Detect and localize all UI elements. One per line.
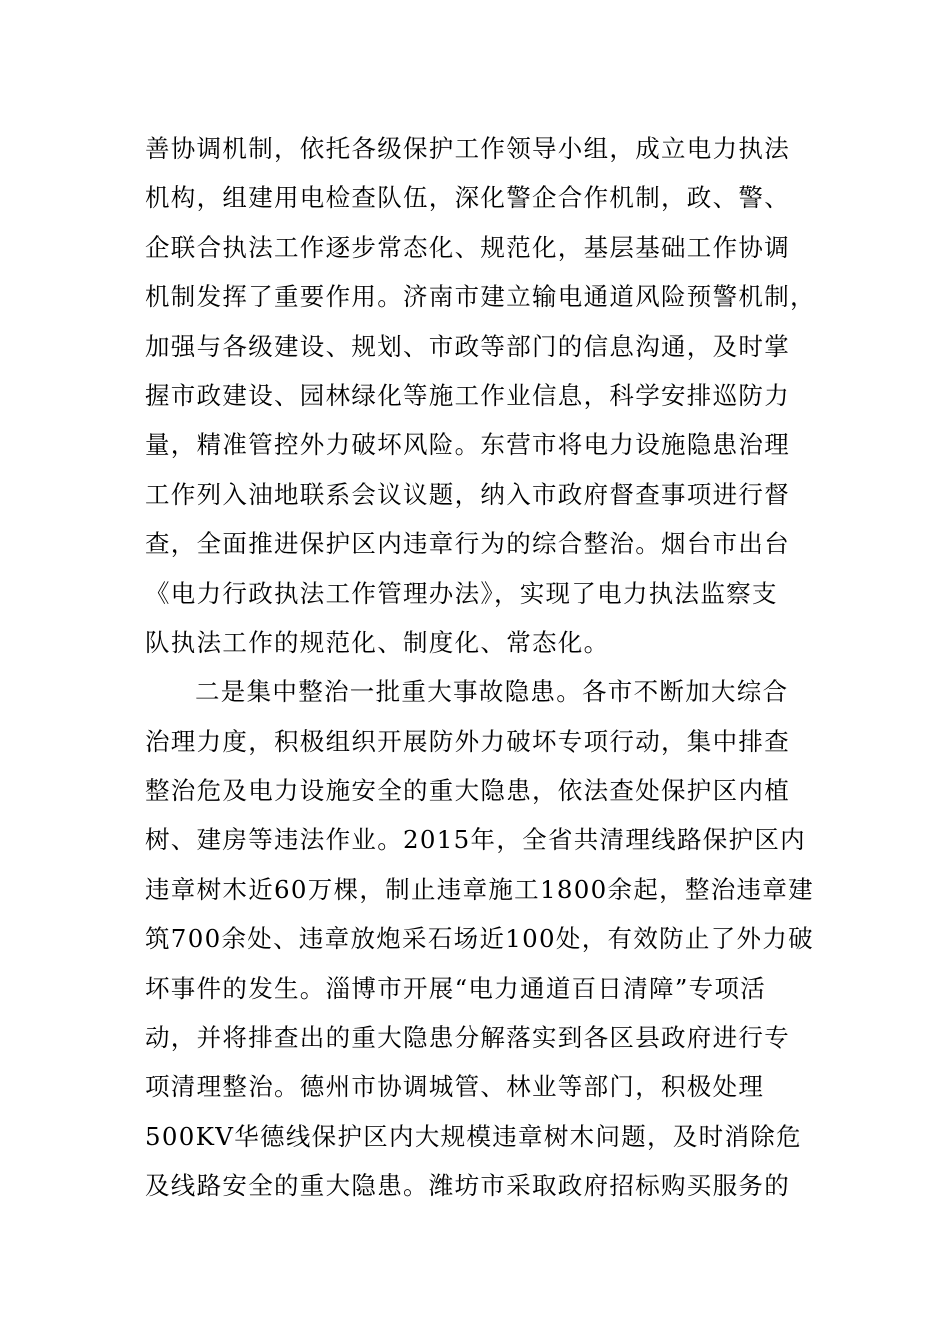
text-line: 《电力行政执法工作管理办法》，实现了电力执法监察支 — [145, 578, 778, 608]
text-line: 坏事件的发生。淄博市开展“电力通道百日清障”专项活 — [145, 973, 767, 1003]
text-line: 加强与各级建设、规划、市政等部门的信息沟通，及时掌 — [145, 331, 790, 361]
text-line: 500KV华德线保护区内大规模违章树木问题，及时消除危 — [145, 1121, 802, 1151]
paragraph-start-line: 二是集中整治一批重大事故隐患。各市不断加大综合 — [195, 677, 789, 707]
text-line: 队执法工作的规范化、制度化、常态化。 — [145, 627, 610, 657]
text-line: 筑700余处、违章放炮采石场近100处，有效防止了外力破 — [145, 924, 814, 954]
text-line: 整治危及电力设施安全的重大隐患，依法查处保护区内植 — [145, 776, 790, 806]
text-line: 企联合执法工作逐步常态化、规范化，基层基础工作协调 — [145, 232, 790, 262]
body-text — [145, 124, 816, 1211]
text-line: 机制发挥了重要作用。济南市建立输电通道风险预警机制， — [145, 282, 816, 312]
text-line: 动，并将排查出的重大隐患分解落实到各区县政府进行专 — [145, 1023, 790, 1053]
text-line: 善协调机制，依托各级保护工作领导小组，成立电力执法 — [145, 134, 790, 163]
text-line: 及线路安全的重大隐患。潍坊市采取政府招标购买服务的 — [145, 1171, 790, 1201]
text-line: 治理力度，积极组织开展防外力破坏专项行动，集中排查 — [145, 726, 790, 756]
text-line: 树、建房等违法作业。2015年，全省共清理线路保护区内 — [145, 825, 806, 855]
text-line: 查，全面推进保护区内违章行为的综合整治。烟台市出台 — [145, 529, 790, 559]
text-line: 工作列入油地联系会议议题，纳入市政府督查事项进行督 — [145, 479, 790, 509]
text-line: 握市政建设、园林绿化等施工作业信息，科学安排巡防力 — [145, 380, 790, 410]
text-line: 量，精准管控外力破坏风险。东营市将电力设施隐患治理 — [145, 430, 790, 460]
text-line: 项清理整治。德州市协调城管、林业等部门，积极处理 — [145, 1072, 765, 1102]
text-line: 机构，组建用电检查队伍，深化警企合作机制，政、警、 — [145, 183, 790, 213]
text-line: 违章树木近60万棵，制止违章施工1800余起，整治违章建 — [145, 874, 814, 904]
